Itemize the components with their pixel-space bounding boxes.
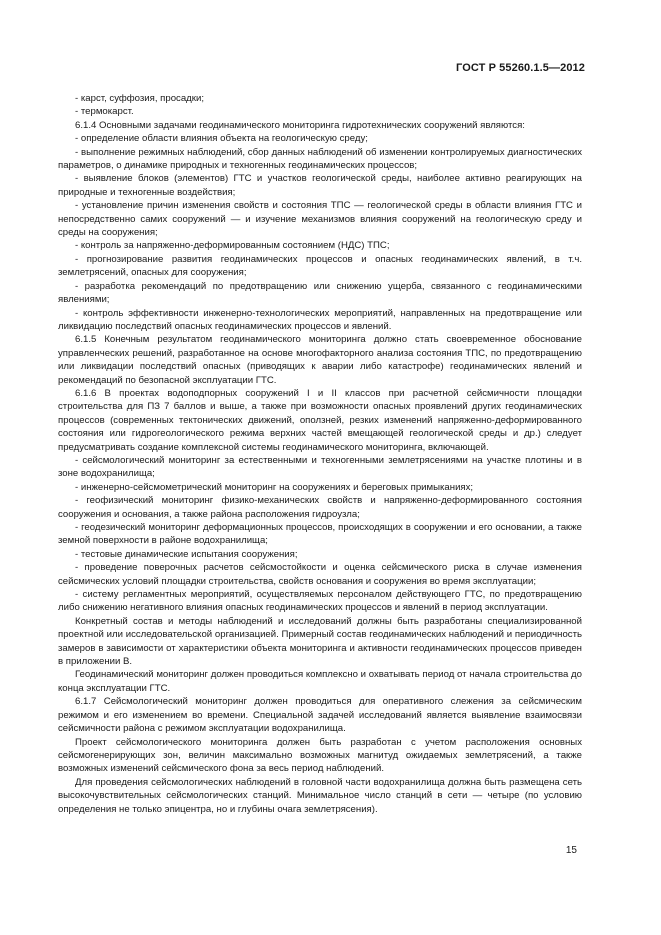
paragraph: - сейсмологический мониторинг за естественными и техногенными землетрясениями на участке плотины и в зоне водохранилища; xyxy=(58,454,582,480)
paragraph: - систему регламентных мероприятий, осуществляемых персоналом действующего ГТС, по предотвращению либо снижению негативного влияния опасных геодинамических процессов и явлений в период эксплуатации. xyxy=(58,589,582,614)
paragraph: - контроль за напряженно-деформированным состоянием (НДС) ТПС; xyxy=(75,240,390,252)
paragraph: 6.1.4 Основными задачами геодинамического мониторинга гидротехнических сооружений являются: xyxy=(75,119,525,131)
paragraph: - инженерно-сейсмометрический мониторинг на сооружениях и береговых примыканиях; xyxy=(75,481,474,493)
paragraph: - проведение поверочных расчетов сейсмостойкости и оценка сейсмического риска в случае изменения сейсмических условий площадки строительства, свойств основания и сооружения во время эксплуатации; xyxy=(58,562,582,587)
paragraph: 6.1.6 В проектах водоподпорных сооружений I и II классов при расчетной сейсмичности площадки строительства для ПЗ 7 баллов и выше, а также при возможности опасных проявлений других геодинамических процессов (современных тектонических движений, оползней, резких изменений напряженно-деформированного состояния или гидрогеологического режима верхних частей вмещающей геологической среды и др.) следует предусматривать создание комплексной системы геодинамического мониторинга, включающей. xyxy=(58,387,582,453)
paragraph: - разработка рекомендаций по предотвращению или снижению ущерба, связанного с геодинамическими явлениями; xyxy=(58,280,582,306)
document-body xyxy=(58,92,582,816)
paragraph: - тестовые динамические испытания сооружения; xyxy=(75,548,298,560)
paragraph: - прогнозирование развития геодинамических процессов и опасных геодинамических явлений, в т.ч. землетрясений, опасных для сооружения; xyxy=(58,253,582,279)
paragraph: - термокарст. xyxy=(75,106,134,118)
paragraph: - карст, суффозия, просадки; xyxy=(75,93,204,104)
standard-code-header: ГОСТ Р 55260.1.5—2012 xyxy=(456,62,585,74)
paragraph: - геофизический мониторинг физико-механических свойств и напряженно-деформированного состояния сооружения и основания, а также района расположения гидроузла; xyxy=(58,495,582,520)
paragraph: - установление причин изменения свойств и состояния ТПС — геологической среды в области влияния ГТС и непосредственно самих сооружений — и изучение механизмов влияния сооружений на геологическую среду и среды на сооружения; xyxy=(58,200,582,239)
paragraph: - выявление блоков (элементов) ГТС и участков геологической среды, наиболее активно реагирующих на природные и техногенные воздействия; xyxy=(58,173,582,198)
paragraph: Конкретный состав и методы наблюдений и исследований должны быть разработаны специализированной проектной или исследовательской организацией. Примерный состав геодинамических наблюдений и периодичность замеров в зависимости от характеристики объекта мониторинга и активности геодинамических процессов приведен в приложении В. xyxy=(58,615,582,668)
paragraph: - контроль эффективности инженерно-технологических мероприятий, направленных на предотвращение или ликвидацию последствий опасных геодинамических процессов и явлений. xyxy=(58,307,582,332)
page-number: 15 xyxy=(565,845,577,856)
paragraph: 6.1.5 Конечным результатом геодинамического мониторинга должно стать своевременное обоснование управленческих решений, разработанное на основе многофакторного анализа состояния ТПС, по предотвращению или ликвидации последствий опасных (приводящих к аварии либо катастрофе) геодинамических явлений и рекомендаций по безопасной эксплуатации ГТС. xyxy=(58,334,582,386)
paragraph: - геодезический мониторинг деформационных процессов, происходящих в сооружении и его основании, а также земной поверхности в районе водохранилища; xyxy=(58,522,582,547)
paragraph: 6.1.7 Сейсмологический мониторинг должен проводиться для оперативного слежения за сейсмическим режимом и его изменением во времени. Специальной задачей исследований является выявление взаимосвязи сейсмичности района с режимом эксплуатации водохранилища. xyxy=(58,696,582,735)
paragraph: Для проведения сейсмологических наблюдений в головной части водохранилища должна быть размещена сеть высокочувствительных сейсмологических станций. Минимальное число станций в сети — четыре (по условию определения не только эпицентра, но и глубины очага землетрясения). xyxy=(58,776,582,815)
paragraph: Геодинамический мониторинг должен проводиться комплексно и охватывать период от начала строительства до конца эксплуатации ГТС. xyxy=(58,669,582,694)
paragraph: - выполнение режимных наблюдений, сбор данных наблюдений об изменении контролируемых диагностических параметров, о динамике природных и техногенных геодинамических процессов; xyxy=(58,146,582,172)
paragraph: - определение области влияния объекта на геологическую среду; xyxy=(75,133,368,145)
paragraph: Проект сейсмологического мониторинга должен быть разработан с учетом расположения основных сейсмогенерирующих зон, величин максимально возможных магнитуд ожидаемых землетрясений, а также возможных изменений сейсмического фона за весь период наблюдений. xyxy=(58,736,582,775)
